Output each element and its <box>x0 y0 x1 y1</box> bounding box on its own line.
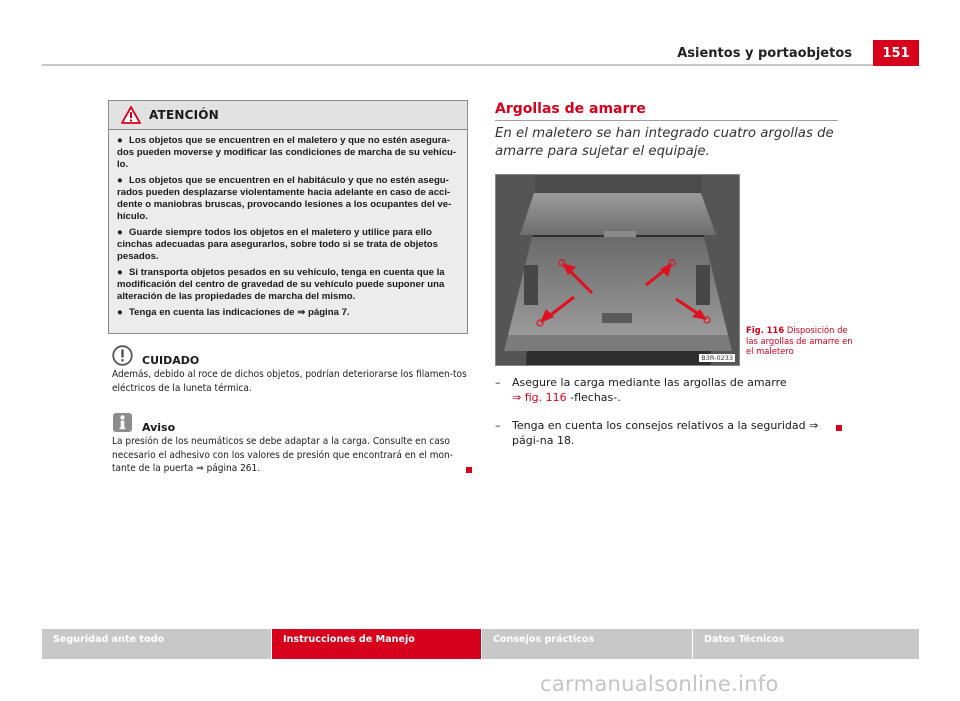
warning-item: ● Los objetos que se encuentren en el habitáculo y que no estén asegu-rados pueden desplazarse violentamente hacia adelante en caso de acci-dente o maniobras bruscas, provocando lesiones a los ocupantes del ve-hículo. <box>117 175 452 222</box>
step-dash: – <box>495 376 501 389</box>
page-number: 151 <box>873 40 919 66</box>
step-text: Tenga en cuenta los consejos relativos a la seguridad ⇒ pági-na 18. <box>512 419 819 447</box>
section-lead: En el maletero se han integrado cuatro argollas de amarre para sujetar el equipaje. <box>495 126 834 159</box>
trunk-illustration <box>496 175 739 365</box>
section-end-marker <box>836 425 842 431</box>
warning-box <box>108 100 468 334</box>
section-rule <box>495 120 838 121</box>
figure-link[interactable]: ⇒ fig. 116 <box>512 390 567 404</box>
info-note-icon <box>112 412 133 433</box>
chapter-title: Asientos y portaobjetos <box>677 46 852 61</box>
tab-datos-tecnicos[interactable]: Datos Técnicos <box>693 629 919 659</box>
figure-caption-text: Disposición de las argollas de amarre en el maletero <box>746 325 853 356</box>
trunk-figure <box>495 174 740 366</box>
tab-instrucciones[interactable]: Instrucciones de Manejo <box>272 629 481 659</box>
instruction-step <box>495 419 820 448</box>
figure-label: Fig. 116 <box>746 325 785 335</box>
tab-consejos[interactable]: Consejos prácticos <box>482 629 692 659</box>
warning-item: ● Guarde siempre todos los objetos en el maletero y utilice para ello cinchas adecuadas para asegurarlos, sobre todo si se trata de objetos pesados. <box>117 227 438 262</box>
watermark: carmanualsonline.info <box>540 672 779 696</box>
figure-caption <box>746 325 854 357</box>
warning-item: ● Los objetos que se encuentren en el maletero y que no estén asegura-dos pueden moverse y modificar las condiciones de marcha de su vehícu-lo. <box>117 135 457 170</box>
step-text-suffix: -flechas-. <box>570 390 621 404</box>
warning-header <box>109 101 467 130</box>
caution-icon <box>112 345 133 366</box>
section-end-marker <box>466 467 472 473</box>
note-title: Aviso <box>142 421 176 434</box>
warning-item: ● Si transporta objetos pesados en su vehículo, tenga en cuenta que la modificación del centro de gravedad de su vehículo puede suponer una alteración de las propiedades de marcha del mismo. <box>117 267 445 302</box>
warning-title: ATENCIÓN <box>149 108 219 122</box>
step-dash: – <box>495 419 501 432</box>
header-rule <box>42 64 919 66</box>
section-title: Argollas de amarre <box>495 101 646 117</box>
warning-triangle-icon <box>121 106 141 124</box>
step-text: Asegure la carga mediante las argollas de amarre <box>512 376 787 389</box>
instruction-step <box>495 376 820 405</box>
note-text: La presión de los neumáticos se debe adaptar a la carga. Consulte en caso necesario el adhesivo con los valores de presión que encontrará en el mon-tante de la puerta ⇒ página 261. <box>112 436 453 474</box>
warning-item: ● Tenga en cuenta las indicaciones de ⇒ página 7. <box>117 307 350 318</box>
tab-seguridad[interactable]: Seguridad ante todo <box>42 629 271 659</box>
caution-title: CUIDADO <box>142 354 200 367</box>
caution-text: Además, debido al roce de dichos objetos, podrían deteriorarse los filamen-tos eléctricos de la luneta térmica. <box>112 369 467 394</box>
warning-list <box>109 130 467 319</box>
figure-code: B3R-0233 <box>701 354 733 362</box>
